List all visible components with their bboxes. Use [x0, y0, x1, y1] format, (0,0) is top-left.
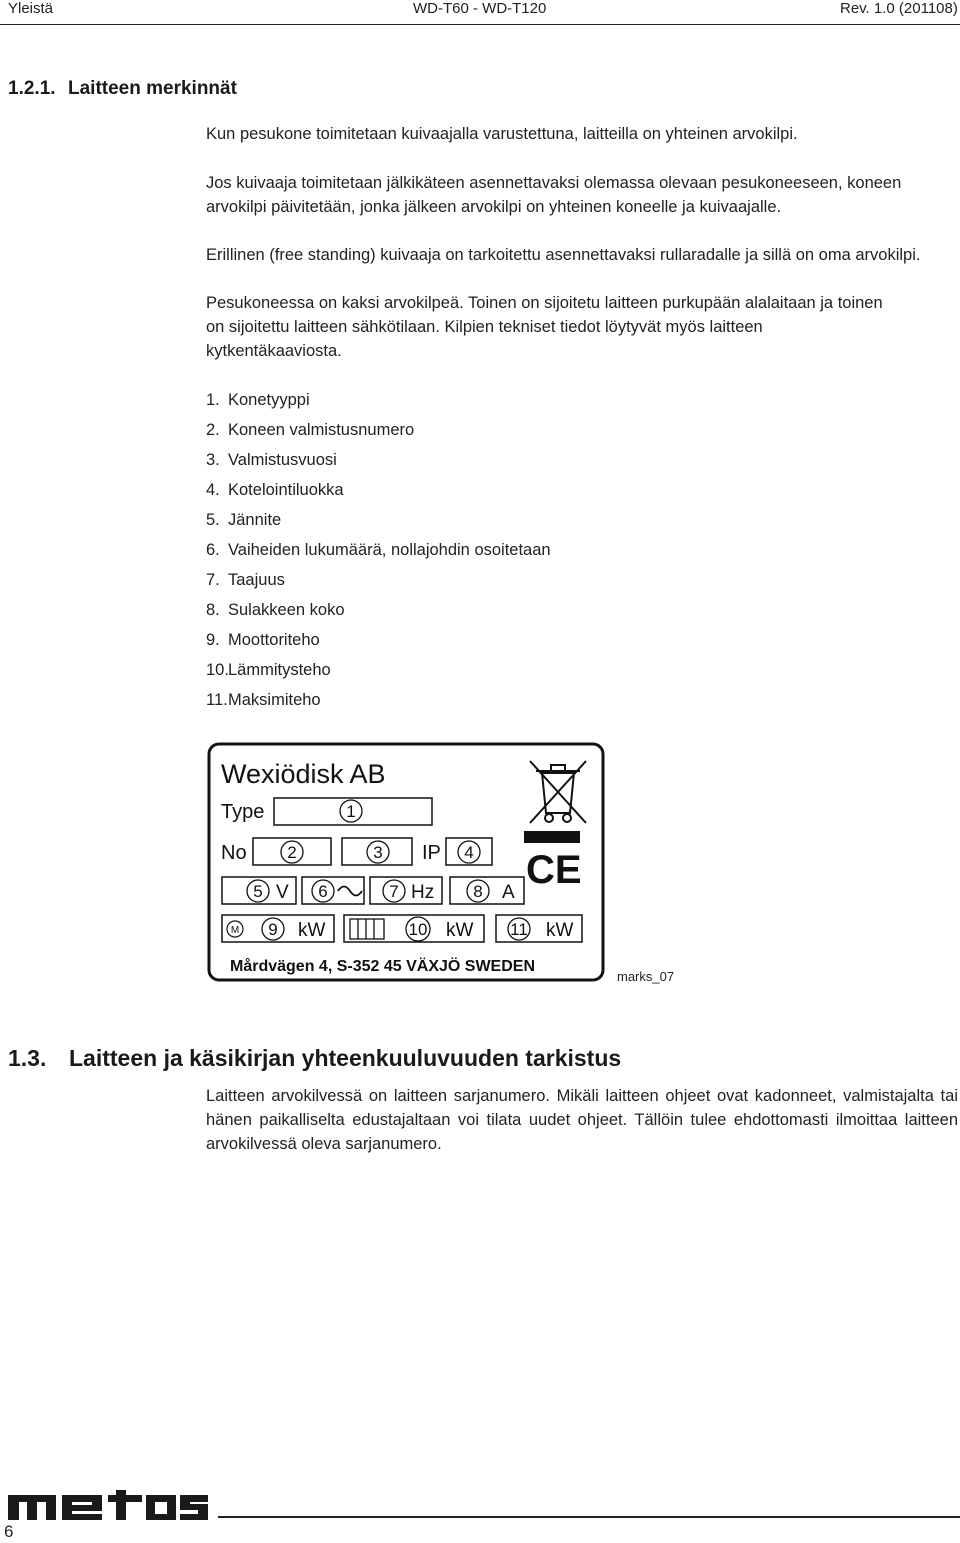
- svg-text:10: 10: [408, 920, 428, 939]
- rating-plate-figure: [206, 741, 606, 983]
- list-item: 10.Lämmitysteho: [206, 661, 331, 679]
- svg-text:7: 7: [389, 882, 399, 901]
- section-title: Laitteen merkinnät: [68, 78, 237, 99]
- page-number: 6: [4, 1522, 14, 1541]
- list-item: 6. Vaiheiden lukumäärä, nollajohdin osoitetaan: [206, 541, 551, 559]
- section-heading-1-3: [8, 1045, 621, 1072]
- plate-type-label: Type: [221, 801, 265, 823]
- figure-caption: marks_07: [617, 969, 675, 984]
- plate-no-label: No: [221, 842, 247, 864]
- list-item: 8. Sulakkeen koko: [206, 601, 345, 619]
- list-item: 11.Maksimiteho: [206, 691, 321, 709]
- header-revision: Rev. 1.0 (201108): [840, 0, 958, 17]
- header-divider: [0, 24, 960, 25]
- svg-text:kW: kW: [298, 920, 326, 941]
- list-item: 9. Moottoriteho: [206, 631, 320, 649]
- section-number: 1.3.: [8, 1045, 47, 1071]
- list-item: 4. Kotelointiluokka: [206, 481, 344, 499]
- plate-company: Wexiödisk AB: [221, 759, 386, 789]
- paragraph-4: Pesukoneessa on kaksi arvokilpeä. Toinen on sijoitetu laitteen purkupään alalaitaan ja toinen on sijoitettu laitteen sähkötilaan. Kilpien tekniset tiedot löytyvät myös laitteen kytkentäkaaviosta.: [206, 294, 883, 360]
- list-item: 5. Jännite: [206, 511, 282, 529]
- list-item: 3. Valmistusvuosi: [206, 451, 337, 469]
- svg-text:2: 2: [287, 843, 297, 862]
- svg-text:A: A: [502, 882, 515, 903]
- paragraph-1-3: Laitteen arvokilvessä on laitteen sarjanumero. Mikäli laitteen ohjeet ovat kadonneet, valmistajalta tai hänen paikalliselta edustajaltaan voi tilata uudet ohjeet. Tällöin tulee ehdottomasti ilmoittaa laitteen arvokilvessä oleva sarjanumero.: [206, 1087, 958, 1153]
- header-section: Yleistä: [8, 0, 54, 17]
- list-item: 7. Taajuus: [206, 571, 285, 589]
- svg-text:M: M: [230, 925, 240, 936]
- svg-text:6: 6: [318, 882, 328, 901]
- svg-text:9: 9: [268, 920, 278, 939]
- section-heading-1-2-1: [8, 78, 237, 100]
- section-title: Laitteen ja käsikirjan yhteenkuuluvuuden tarkistus: [69, 1045, 622, 1071]
- svg-text:4: 4: [464, 843, 474, 862]
- plate-address: Mårdvägen 4, S-352 45 VÄXJÖ SWEDEN: [230, 958, 535, 975]
- svg-text:5: 5: [253, 882, 263, 901]
- plate-ip-label: IP: [422, 842, 441, 864]
- ce-mark: CE: [526, 848, 582, 892]
- svg-text:V: V: [276, 882, 289, 903]
- metos-logo: [8, 1490, 208, 1520]
- header-model: WD-T60 - WD-T120: [413, 0, 547, 17]
- paragraph-2: Jos kuivaaja toimitetaan jälkikäteen asennettavaksi olemassa olevaan pesukoneeseen, koneen arvokilpi päivitetään, jonka jälkeen arvokilpi on yhteinen koneelle ja kuivaajalle.: [206, 174, 902, 216]
- svg-text:kW: kW: [546, 920, 574, 941]
- svg-text:Hz: Hz: [411, 882, 435, 903]
- svg-text:3: 3: [373, 843, 383, 862]
- svg-text:metos: metos: [8, 1490, 11, 1491]
- svg-text:kW: kW: [446, 920, 474, 941]
- list-item: 1. Konetyyppi: [206, 391, 310, 409]
- paragraph-1: Kun pesukone toimitetaan kuivaajalla varustettuna, laitteilla on yhteinen arvokilpi.: [206, 125, 798, 143]
- footer-divider: [218, 1516, 960, 1518]
- svg-text:8: 8: [473, 882, 483, 901]
- svg-text:11: 11: [510, 920, 528, 939]
- list-item: 2. Koneen valmistusnumero: [206, 421, 415, 439]
- paragraph-3: Erillinen (free standing) kuivaaja on tarkoitettu asennettavaksi rullaradalle ja sillä on oma arvokilpi.: [206, 246, 921, 264]
- plate-field-list: [206, 388, 551, 718]
- weee-bar: [524, 831, 580, 843]
- svg-text:1: 1: [346, 802, 356, 821]
- section-number: 1.2.1.: [8, 78, 56, 99]
